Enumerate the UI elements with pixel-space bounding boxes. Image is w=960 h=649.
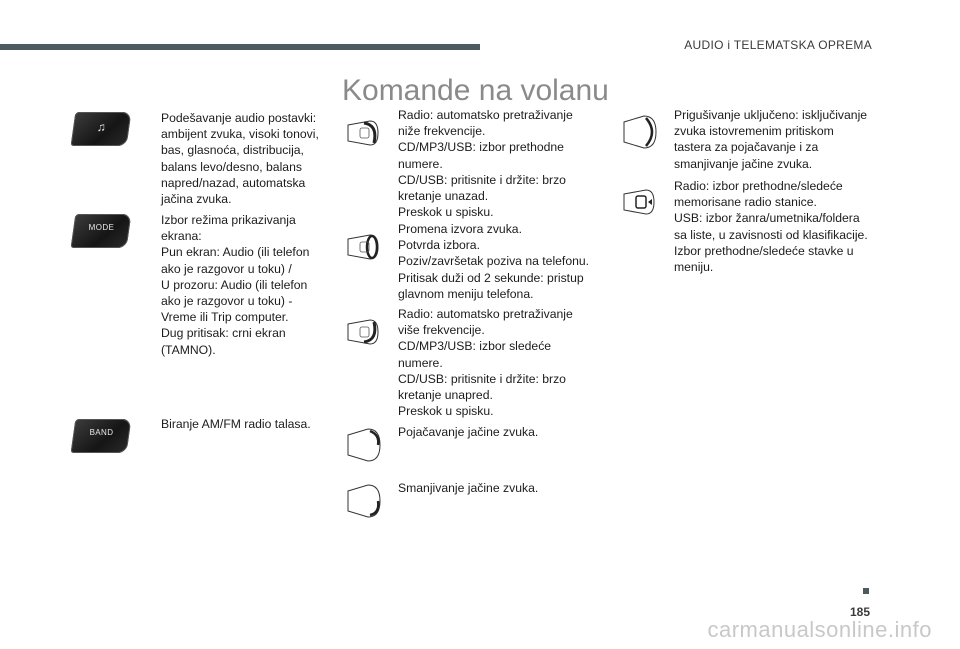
page-marker bbox=[863, 588, 869, 594]
steering-stalk-volume-up-icon bbox=[344, 425, 384, 465]
header-accent-bar bbox=[0, 44, 480, 50]
page-title: Komande na volanu bbox=[342, 74, 609, 107]
page-number: 185 bbox=[849, 605, 870, 619]
stalk-down-description: Radio: automatsko pretraživanje više frekvencije. CD/MP3/USB: izbor sledeće numere. CD/USB: pritisnite i držite: brzo kretanje unapred. Preskok u spisku. bbox=[398, 307, 573, 419]
steering-stalk-up-icon bbox=[344, 113, 384, 153]
band-button-label: BAND bbox=[89, 428, 114, 437]
stalk-end-description: Promena izvora zvuka. Potvrda izbora. Poziv/završetak poziva na telefonu. Pritisak duži od 2 sekunde: pristup glavnom meniju telefona. bbox=[398, 222, 590, 301]
section-title: AUDIO i TELEMATSKA OPREMA bbox=[684, 38, 872, 52]
steering-stalk-wheel-icon bbox=[620, 182, 660, 222]
band-button bbox=[71, 419, 132, 453]
watermark: carmanualsonline.info bbox=[707, 617, 932, 642]
stalk-up-description: Radio: automatsko pretraživanje niže frekvencije. CD/MP3/USB: izbor prethodne numere. CD/USB: pritisnite i držite: brzo kretanje unazad. Preskok u spisku. bbox=[398, 108, 573, 220]
mode-button-label: MODE bbox=[88, 223, 115, 232]
music-note-icon: ♫ bbox=[96, 120, 106, 134]
steering-stalk-volume-down-icon bbox=[344, 481, 384, 521]
steering-stalk-end-icon bbox=[344, 227, 384, 267]
mode-description: Izbor režima prikazivanja ekrana: Pun ekran: Audio (ili telefon ako je razgovor u toku) / U prozoru: Audio (ili telefon ako je razgovor u toku) - Vreme ili Trip computer. Dug pritisak: crni ekran (TAMNO). bbox=[161, 213, 310, 357]
audio-settings-description: Podešavanje audio postavki: ambijent zvuka, visoki tonovi, bas, glasnoća, distribucija, balans levo/desno, balans napred/nazad, automatska jačina zvuka. bbox=[161, 111, 319, 207]
volume-down-description: Smanjivanje jačine zvuka. bbox=[398, 481, 539, 495]
mode-button bbox=[71, 214, 132, 248]
mute-description: Prigušivanje uključeno: isključivanje zvuka istovremenim pritiskom tastera za pojačavanje i za smanjivanje jačine zvuka. bbox=[674, 108, 868, 171]
band-description: Biranje AM/FM radio talasa. bbox=[161, 417, 311, 431]
steering-stalk-down-icon bbox=[344, 312, 384, 352]
volume-up-description: Pojačavanje jačine zvuka. bbox=[398, 425, 539, 439]
audio-settings-button bbox=[71, 112, 132, 146]
wheel-description: Radio: izbor prethodne/sledeće memorisane radio stanice. USB: izbor žanra/umetnika/foldera sa liste, u zavisnosti od klasifikacije. Izbor prethodne/sledeće stavke u meniju. bbox=[674, 179, 868, 275]
steering-stalk-mute-icon bbox=[620, 112, 660, 152]
